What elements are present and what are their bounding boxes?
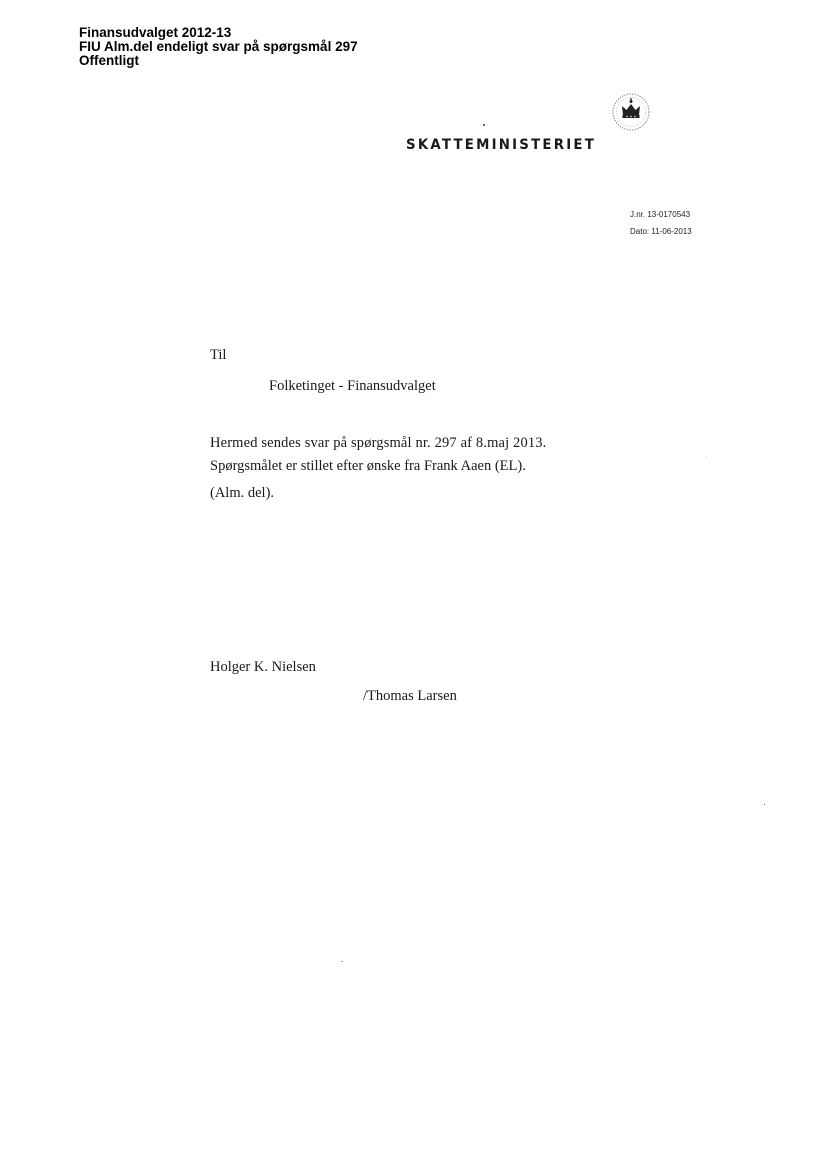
- journal-number: J.nr. 13-0170543: [630, 210, 691, 219]
- committee-session: Finansudvalget 2012-13: [79, 25, 232, 40]
- scan-artifact: [706, 456, 707, 457]
- reference-block: [630, 206, 692, 240]
- body-text-line: Spørgsmålet er stillet efter ønske fra Frank Aaen (EL).: [210, 458, 526, 474]
- signatory-name: Holger K. Nielsen: [210, 659, 316, 675]
- decorative-mark: [483, 124, 485, 126]
- body-text-line: (Alm. del).: [210, 485, 275, 501]
- publication-status: Offentligt: [79, 53, 139, 68]
- ministry-name: SKATTEMINISTERIET: [406, 137, 597, 153]
- to-label: Til: [210, 347, 227, 363]
- document-stamp: [79, 26, 358, 68]
- question-reference: FIU Alm.del endeligt svar på spørgsmål 297: [79, 39, 358, 54]
- letter-date: Dato: 11-06-2013: [630, 227, 692, 236]
- body-text-line: Hermed sendes svar på spørgsmål nr. 297 af 8.maj 2013.: [210, 435, 547, 451]
- royal-crown-crest-icon: [606, 91, 656, 133]
- recipient: Folketinget - Finansudvalget: [269, 378, 436, 394]
- co-signatory-name: /Thomas Larsen: [363, 688, 457, 704]
- scan-artifact: [341, 961, 343, 962]
- scan-artifact: [764, 804, 765, 805]
